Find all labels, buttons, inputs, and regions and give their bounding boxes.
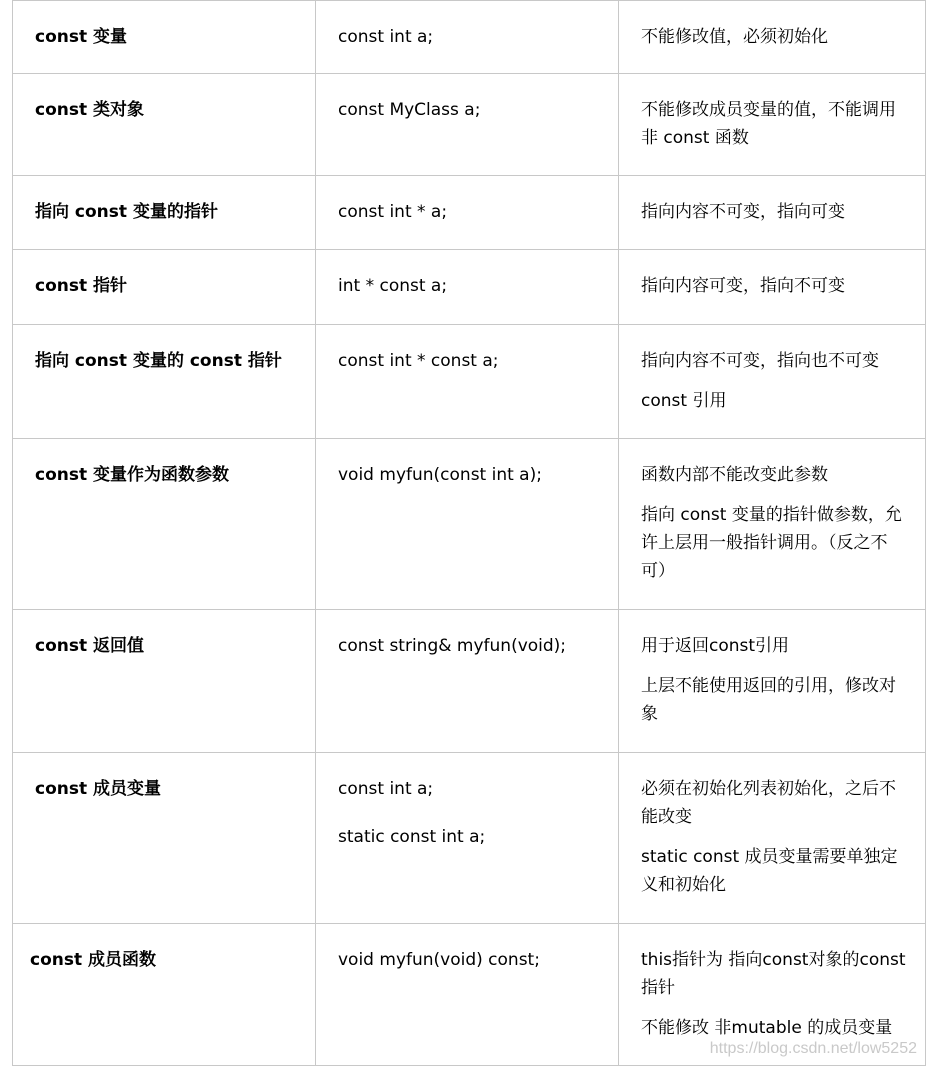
desc-line: 指向 const 变量的指针做参数，允许上层用一般指针调用。（反之不可） xyxy=(641,505,902,581)
desc-line: this指针为 指向const对象的const指针 xyxy=(641,950,906,998)
desc-line: 指向内容可变，指向不可变 xyxy=(641,276,845,296)
code-line: const string& myfun(void); xyxy=(338,636,567,656)
code-line: const MyClass a; xyxy=(338,100,481,120)
desc-line: 函数内部不能改变此参数 xyxy=(641,465,828,485)
row-name: const 指针 xyxy=(35,276,128,296)
row-desc xyxy=(619,439,925,585)
table-row xyxy=(13,610,926,753)
desc-line: 指向内容不可变，指向可变 xyxy=(641,202,845,222)
row-desc xyxy=(619,176,925,226)
desc-line: 上层不能使用返回的引用，修改对象 xyxy=(641,676,896,724)
row-name: const 变量 xyxy=(35,27,128,47)
row-name: 指向 const 变量的指针 xyxy=(35,202,218,222)
row-code xyxy=(316,74,618,124)
code-line: void myfun(const int a); xyxy=(338,465,542,485)
desc-line: 不能修改 非mutable 的成员变量 xyxy=(641,1018,893,1038)
row-desc xyxy=(619,753,925,899)
code-line: int * const a; xyxy=(338,276,448,296)
desc-line: 不能修改值，必须初始化 xyxy=(641,27,828,47)
desc-line: const 引用 xyxy=(641,391,727,411)
row-code xyxy=(316,1,618,51)
watermark: https://blog.csdn.net/low5252 xyxy=(709,1040,917,1057)
row-name: const 返回值 xyxy=(35,636,145,656)
row-desc xyxy=(619,325,925,415)
table-row xyxy=(13,74,926,176)
code-line: const int * a; xyxy=(338,202,448,222)
row-code xyxy=(316,924,618,974)
row-code xyxy=(316,176,618,226)
row-name: const 成员函数 xyxy=(30,950,157,970)
code-line: const int a; xyxy=(338,27,434,47)
desc-line: 指向内容不可变，指向也不可变 xyxy=(641,351,879,371)
table-row xyxy=(13,1,926,74)
table-row xyxy=(13,439,926,610)
code-line: const int a; xyxy=(338,779,434,799)
row-desc xyxy=(619,924,925,1042)
row-desc xyxy=(619,610,925,728)
table-row xyxy=(13,325,926,439)
code-line: static const int a; xyxy=(338,827,486,847)
desc-line: static const 成员变量需要单独定义和初始化 xyxy=(641,847,898,895)
row-desc xyxy=(619,74,925,152)
row-code xyxy=(316,250,618,300)
row-name: const 类对象 xyxy=(35,100,145,120)
desc-line: 用于返回const引用 xyxy=(641,636,790,656)
table-row xyxy=(13,250,926,325)
row-code xyxy=(316,325,618,375)
row-name: const 变量作为函数参数 xyxy=(35,465,230,485)
row-name: 指向 const 变量的 const 指针 xyxy=(35,351,282,371)
row-code xyxy=(316,610,618,660)
code-line: void myfun(void) const; xyxy=(338,950,540,970)
table-row xyxy=(13,176,926,250)
row-code xyxy=(316,439,618,489)
row-name: const 成员变量 xyxy=(35,779,162,799)
const-usage-table xyxy=(12,0,926,1066)
row-code xyxy=(316,753,618,851)
row-desc xyxy=(619,1,925,51)
desc-line: 不能修改成员变量的值，不能调用非 const 函数 xyxy=(641,100,896,148)
code-line: const int * const a; xyxy=(338,351,499,371)
desc-line: 必须在初始化列表初始化，之后不能改变 xyxy=(641,779,896,827)
row-desc xyxy=(619,250,925,300)
table-row xyxy=(13,753,926,924)
